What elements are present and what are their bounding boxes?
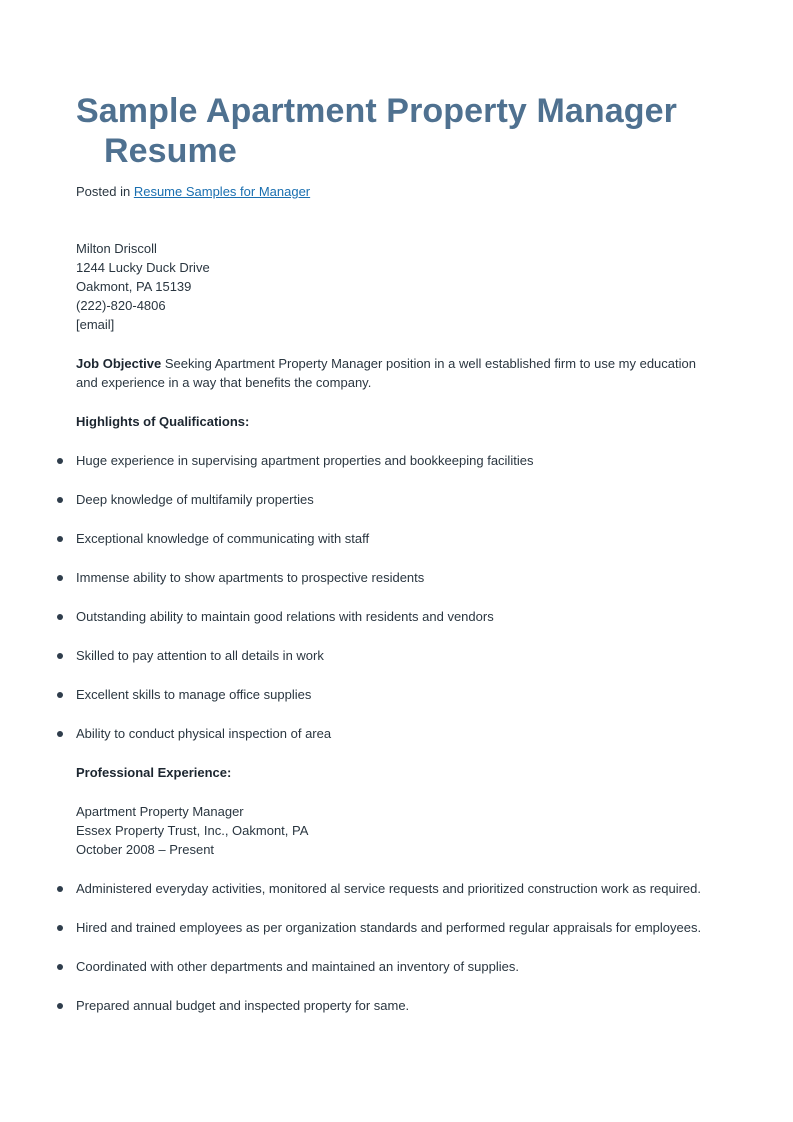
page-title bbox=[76, 91, 677, 171]
bullet-icon bbox=[57, 614, 63, 620]
contact-street: 1244 Lucky Duck Drive bbox=[76, 260, 210, 275]
list-item bbox=[0, 451, 720, 470]
job-block bbox=[76, 802, 308, 859]
category-link[interactable]: Resume Samples for Manager bbox=[133, 184, 311, 199]
list-item-text: Coordinated with other departments and maintained an inventory of supplies. bbox=[76, 959, 519, 974]
list-item bbox=[0, 957, 720, 976]
list-item-text: Administered everyday activities, monitored al service requests and prioritized construction work as required. bbox=[76, 881, 702, 896]
posted-prefix: Posted in bbox=[76, 184, 134, 199]
list-item bbox=[0, 879, 720, 898]
list-item-text: Hired and trained employees as per organization standards and performed regular appraisals for employees. bbox=[76, 920, 702, 935]
list-item-text: Deep knowledge of multifamily properties bbox=[76, 492, 314, 507]
job-objective bbox=[76, 354, 716, 392]
list-item bbox=[0, 568, 720, 587]
bullet-icon bbox=[57, 964, 63, 970]
list-item bbox=[0, 646, 720, 665]
bullet-icon bbox=[57, 575, 63, 581]
contact-block bbox=[76, 239, 210, 334]
job-dates: October 2008 – Present bbox=[76, 842, 215, 857]
list-item bbox=[0, 490, 720, 509]
bullet-icon bbox=[57, 692, 63, 698]
contact-phone: (222)-820-4806 bbox=[76, 298, 166, 313]
list-item bbox=[0, 918, 720, 937]
list-item-text: Ability to conduct physical inspection of area bbox=[76, 726, 332, 741]
list-item-text: Immense ability to show apartments to prospective residents bbox=[76, 570, 425, 585]
bullet-icon bbox=[57, 653, 63, 659]
job-objective-text: Seeking Apartment Property Manager position in a well established firm to use my education and experience in a way that benefits the company. bbox=[76, 356, 696, 390]
job-company: Essex Property Trust, Inc., Oakmont, PA bbox=[76, 823, 309, 838]
bullet-icon bbox=[57, 925, 63, 931]
list-item-text: Prepared annual budget and inspected property for same. bbox=[76, 998, 410, 1013]
bullet-icon bbox=[57, 1003, 63, 1009]
list-item bbox=[0, 529, 720, 548]
list-item-text: Outstanding ability to maintain good relations with residents and vendors bbox=[76, 609, 494, 624]
highlights-heading: Highlights of Qualifications: bbox=[76, 414, 250, 429]
list-item-text: Exceptional knowledge of communicating with staff bbox=[76, 531, 370, 546]
job-title: Apartment Property Manager bbox=[76, 804, 244, 819]
list-item-text: Excellent skills to manage office supplies bbox=[76, 687, 312, 702]
posted-in bbox=[76, 183, 310, 200]
bullet-icon bbox=[57, 536, 63, 542]
experience-heading: Professional Experience: bbox=[76, 765, 232, 780]
list-item-text: Skilled to pay attention to all details in work bbox=[76, 648, 324, 663]
contact-email: [email] bbox=[76, 317, 115, 332]
list-item-text: Huge experience in supervising apartment properties and bookkeeping facilities bbox=[76, 453, 534, 468]
contact-name: Milton Driscoll bbox=[76, 241, 157, 256]
bullet-icon bbox=[57, 497, 63, 503]
list-item bbox=[0, 724, 720, 743]
list-item bbox=[0, 685, 720, 704]
list-item bbox=[0, 607, 720, 626]
title-line-1: Sample Apartment Property Manager bbox=[76, 92, 677, 130]
list-item bbox=[0, 996, 720, 1015]
contact-city: Oakmont, PA 15139 bbox=[76, 279, 192, 294]
bullet-icon bbox=[57, 886, 63, 892]
title-line-2: Resume bbox=[104, 132, 237, 170]
bullet-icon bbox=[57, 458, 63, 464]
bullet-icon bbox=[57, 731, 63, 737]
job-objective-label: Job Objective bbox=[76, 356, 162, 371]
